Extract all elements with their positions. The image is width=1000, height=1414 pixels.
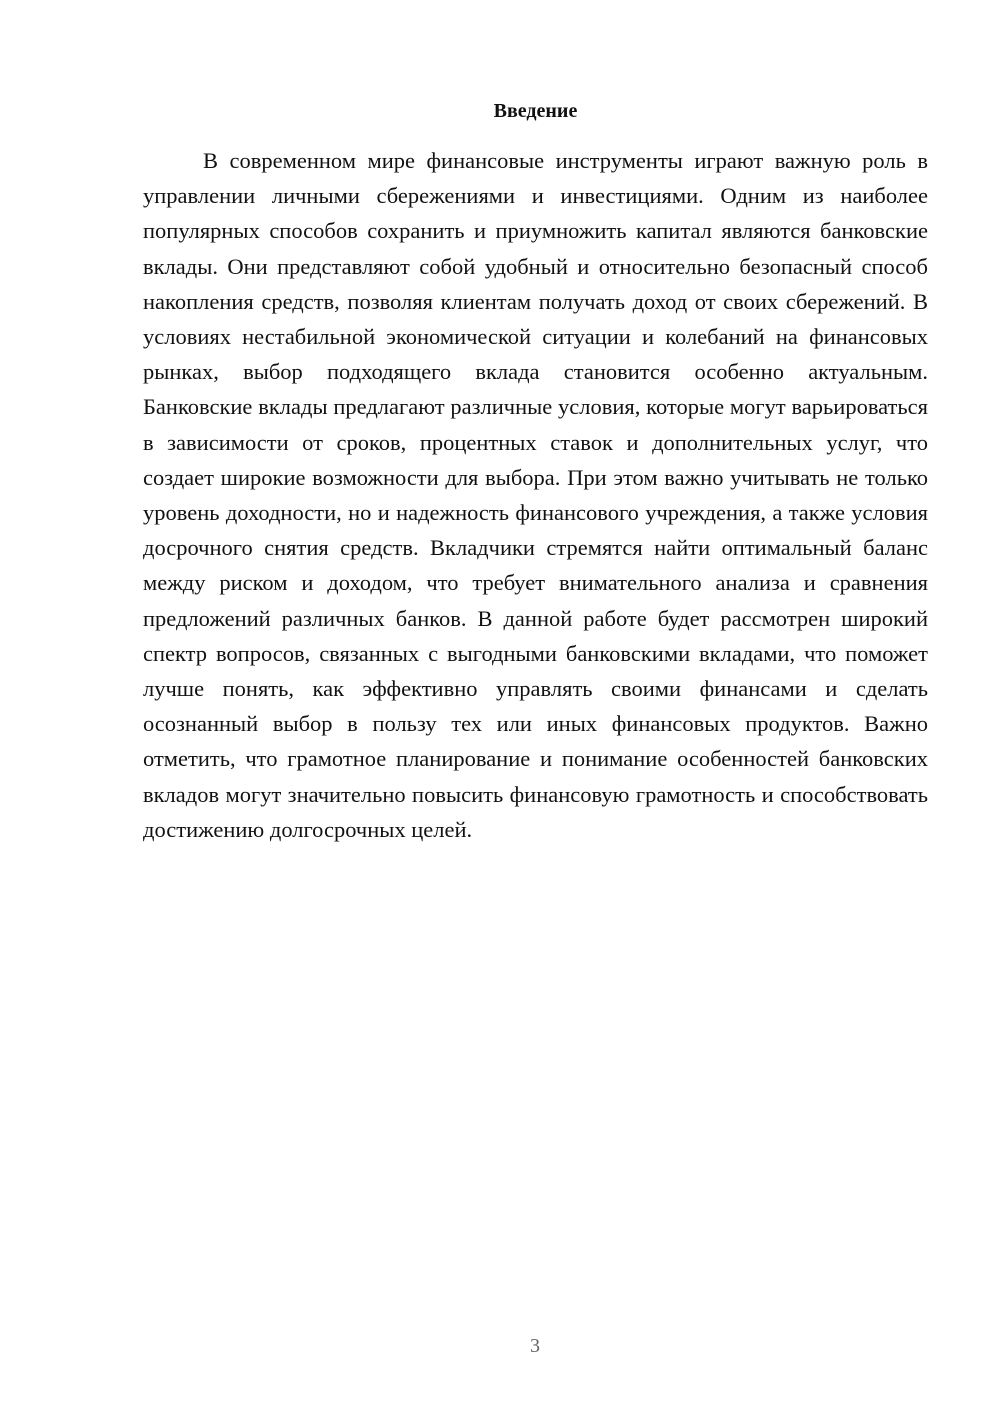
page-number: 3 <box>530 1335 540 1357</box>
introduction-paragraph: В современном мире финансовые инструменты играют важную роль в управлении личными сбережениями и инвестициями. Одним из наиболее популярных способов сохранить и приумножить капитал являются банковские вклады. Они представляют собой удобный и относительно безопасный способ накопления средств, позволяя клиентам получать доход от своих сбережений. В условиях нестабильной экономической ситуации и колебаний на финансовых рынках, выбор подходящего вклада становится особенно актуальным. Банковские вклады предлагают различные условия, которые могут варьироваться в зависимости от сроков, процентных ставок и дополнительных услуг, что создает широкие возможности для выбора. При этом важно учитывать не только уровень доходности, но и надежность финансового учреждения, а также условия досрочного снятия средств. Вкладчики стремятся найти оптимальный баланс между риском и доходом, что требует внимательного анализа и сравнения предложений различных банков. В данной работе будет рассмотрен широкий спектр вопросов, связанных с выгодными банковскими вкладами, что поможет лучше понять, как эффективно управлять своими финансами и сделать осознанный выбор в пользу тех или иных финансовых продуктов. Важно отметить, что грамотное планирование и понимание особенностей банковских вкладов могут значительно повысить финансовую грамотность и способствовать достижению долгосрочных целей. <box>143 148 928 842</box>
page-title: Введение <box>493 100 578 122</box>
